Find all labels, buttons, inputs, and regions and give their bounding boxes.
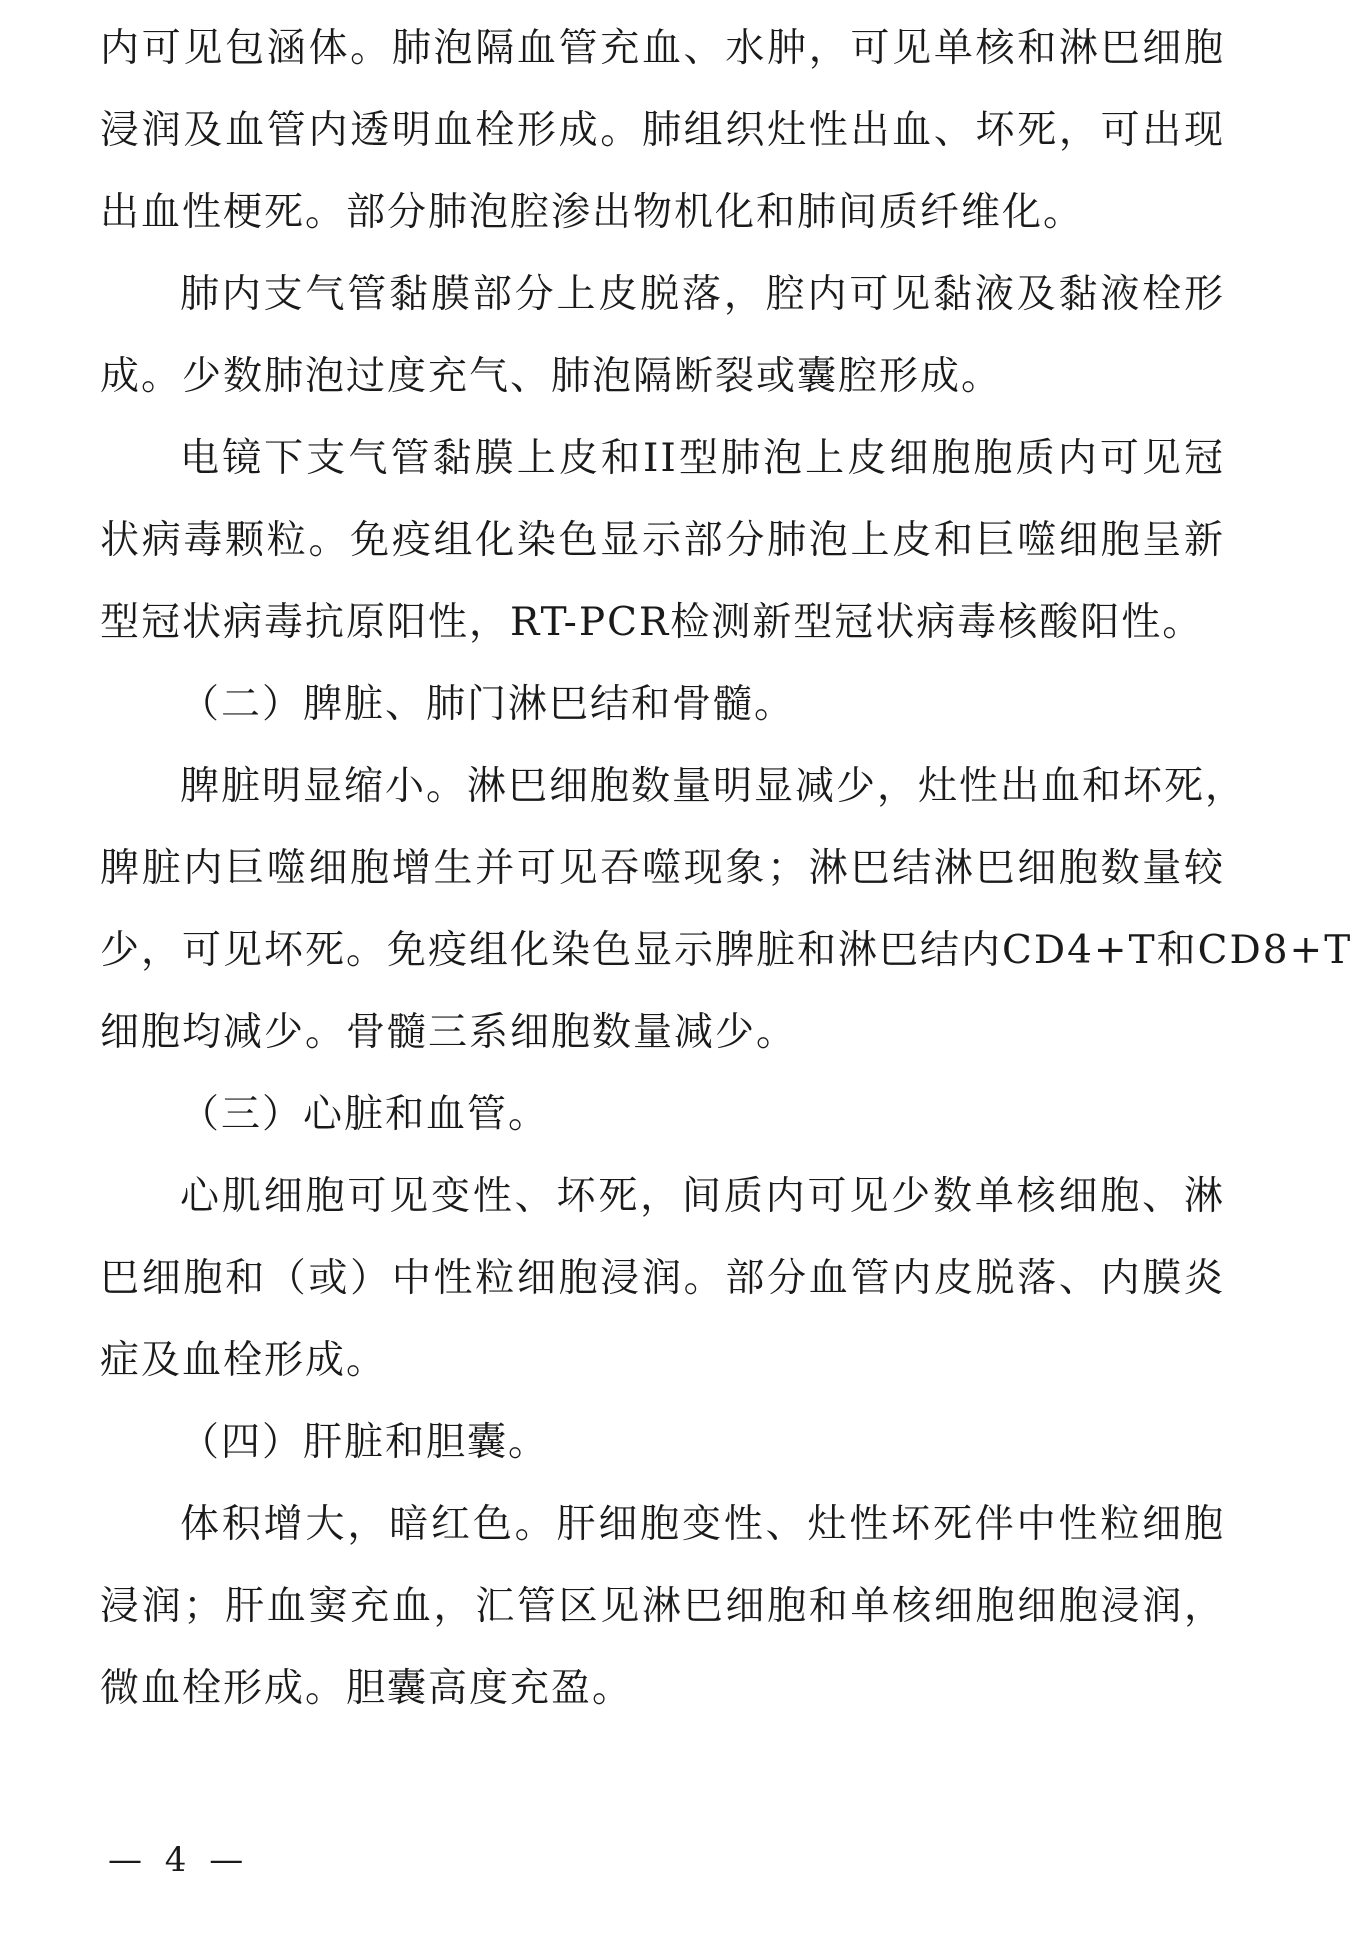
paragraph-line: 脾脏内巨噬细胞增生并可见吞噬现象；淋巴结淋巴细胞数量较	[100, 846, 1225, 891]
paragraph-line: 细胞均减少。骨髓三系细胞数量减少。	[100, 1010, 798, 1055]
section-heading: （三）心脏和血管。	[180, 1092, 550, 1137]
paragraph-line: 巴细胞和（或）中性粒细胞浸润。部分血管内皮脱落、内膜炎	[100, 1256, 1225, 1301]
section-heading: （四）肝脏和胆囊。	[180, 1420, 550, 1465]
page-number: — 4 —	[108, 1840, 250, 1880]
paragraph-line: 症及血栓形成。	[100, 1338, 388, 1383]
body-text	[100, 8, 1352, 1730]
paragraph-line: 少，可见坏死。免疫组化染色显示脾脏和淋巴结内CD4+T和CD8+T	[100, 928, 1352, 973]
paragraph-line: 脾脏明显缩小。淋巴细胞数量明显减少，灶性出血和坏死，	[180, 764, 1247, 809]
paragraph-line: 体积增大，暗红色。肝细胞变性、灶性坏死伴中性粒细胞	[180, 1502, 1225, 1547]
paragraph-line: 心肌细胞可见变性、坏死，间质内可见少数单核细胞、淋	[180, 1174, 1225, 1219]
paragraph-line: 电镜下支气管黏膜上皮和II型肺泡上皮细胞胞质内可见冠	[180, 436, 1225, 481]
paragraph-line: 浸润及血管内透明血栓形成。肺组织灶性出血、坏死，可出现	[100, 108, 1225, 153]
paragraph-line: 微血栓形成。胆囊高度充盈。	[100, 1666, 634, 1711]
paragraph-line: 成。少数肺泡过度充气、肺泡隔断裂或囊腔形成。	[100, 354, 1003, 399]
paragraph-line: 内可见包涵体。肺泡隔血管充血、水肿，可见单核和淋巴细胞	[100, 26, 1225, 71]
paragraph-line: 状病毒颗粒。免疫组化染色显示部分肺泡上皮和巨噬细胞呈新	[100, 518, 1225, 563]
paragraph-line: 型冠状病毒抗原阳性，RT-PCR检测新型冠状病毒核酸阳性。	[100, 600, 1204, 645]
paragraph-line: 浸润；肝血窦充血，汇管区见淋巴细胞和单核细胞细胞浸润，	[100, 1584, 1225, 1629]
section-heading: （二）脾脏、肺门淋巴结和骨髓。	[180, 682, 796, 727]
paragraph-line: 出血性梗死。部分肺泡腔渗出物机化和肺间质纤维化。	[100, 190, 1085, 235]
paragraph-line: 肺内支气管黏膜部分上皮脱落，腔内可见黏液及黏液栓形	[180, 272, 1225, 317]
